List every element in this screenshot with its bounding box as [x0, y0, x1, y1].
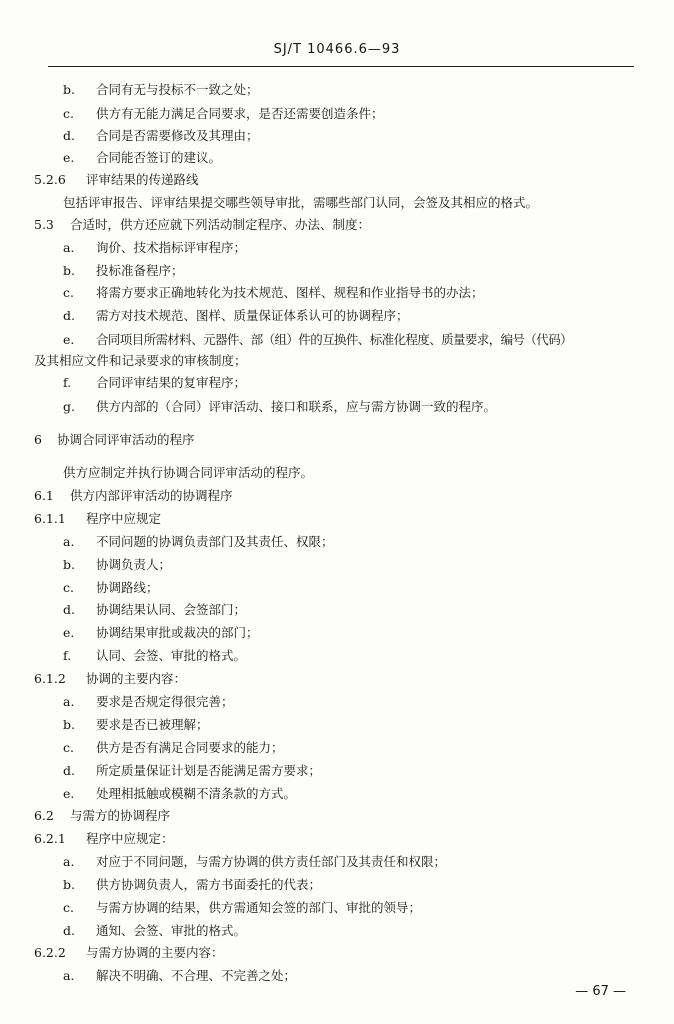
clause-number: 6.2.1 [34, 831, 66, 846]
clause-number: 6.1 [34, 488, 54, 503]
clause-title: 协调的主要内容： [86, 671, 187, 686]
item-marker: g. [63, 399, 75, 414]
item-text: 所定质量保证计划是否能满足需方要求； [96, 763, 322, 778]
item-marker: a. [63, 694, 75, 709]
item-text: 需方对技术规范、图样、质量保证体系认可的协调程序； [96, 308, 409, 323]
clause-number: 5.3 [34, 217, 54, 232]
item-marker: d. [63, 763, 75, 778]
item-marker: c. [63, 285, 74, 300]
item-marker: b. [63, 717, 75, 732]
item-marker: c. [63, 740, 74, 755]
item-marker: d. [63, 308, 75, 323]
clause-number: 6.2.2 [34, 945, 66, 960]
item-marker: b. [63, 263, 75, 278]
item-text: 协调路线； [96, 580, 159, 595]
item-marker: a. [63, 854, 75, 869]
item-text: 合同有无与投标不一致之处； [96, 82, 259, 97]
clause-title: 合适时，供方还应就下列活动制定程序、办法、制度： [70, 217, 371, 232]
item-marker: e. [63, 332, 75, 347]
section-title: 协调合同评审活动的程序 [57, 432, 195, 447]
item-text: 合同能否签订的建议。 [96, 150, 222, 165]
paragraph: 包括评审报告、评审结果提交哪些领导审批，需哪些部门认同，会签及其相应的格式。 [63, 195, 539, 210]
item-text: 要求是否规定得很完善； [96, 694, 234, 709]
item-text: 合同项目所需材料、元器件、部（组）件的互换件、标准化程度、质量要求，编号（代码） [96, 332, 573, 347]
clause-title: 评审结果的传递路线 [86, 172, 199, 187]
clause-title: 供方内部评审活动的协调程序 [70, 488, 233, 503]
item-text: 解决不明确、不合理、不完善之处； [96, 968, 297, 983]
item-marker: c. [63, 900, 74, 915]
item-marker: b. [63, 557, 75, 572]
item-text: 供方有无能力满足合同要求，是否还需要创造条件； [96, 106, 384, 121]
item-marker: a. [63, 534, 75, 549]
item-text: 与需方协调的结果，供方需通知会签的部门、审批的领导； [96, 900, 422, 915]
item-text: 协调负责人； [96, 557, 172, 572]
item-text: 对应于不同问题，与需方协调的供方责任部门及其责任和权限； [96, 854, 447, 869]
item-text: 供方协调负责人，需方书面委托的代表； [96, 877, 322, 892]
header-rule [48, 66, 634, 67]
item-marker: f. [63, 648, 72, 663]
item-text: 协调结果认同、会签部门； [96, 602, 247, 617]
clause-title: 与需方协调的主要内容： [86, 945, 224, 960]
item-text: 处理相抵触或模糊不清条款的方式。 [96, 786, 297, 801]
item-text: 将需方要求正确地转化为技术规范、图样、规程和作业指导书的办法； [96, 285, 484, 300]
item-marker: a. [63, 240, 75, 255]
clause-title: 程序中应规定 [86, 511, 162, 526]
item-text: 要求是否已被理解； [96, 717, 209, 732]
item-marker: d. [63, 128, 75, 143]
item-text: 协调结果审批或裁决的部门； [96, 625, 259, 640]
item-text: 合同评审结果的复审程序； [96, 375, 247, 390]
item-marker: b. [63, 82, 75, 97]
clause-title: 与需方的协调程序 [70, 808, 171, 823]
item-marker: e. [63, 786, 75, 801]
item-marker: e. [63, 625, 75, 640]
item-text: 供方内部的（合同）评审活动、接口和联系，应与需方协调一致的程序。 [96, 399, 497, 414]
item-text: 询价、技术指标评审程序； [96, 240, 247, 255]
clause-number: 6.1.2 [34, 671, 66, 686]
item-marker: d. [63, 923, 75, 938]
clause-number: 6.1.1 [34, 511, 66, 526]
item-marker: d. [63, 602, 75, 617]
paragraph-continuation: 及其相应文件和记录要求的审核制度； [34, 353, 247, 368]
item-marker: e. [63, 150, 75, 165]
item-marker: b. [63, 877, 75, 892]
clause-number: 5.2.6 [34, 172, 66, 187]
page-number: — 67 — [575, 984, 626, 999]
clause-title: 程序中应规定： [86, 831, 174, 846]
paragraph: 供方应制定并执行协调合同评审活动的程序。 [63, 465, 314, 480]
item-text: 投标准备程序； [96, 263, 184, 278]
item-text: 供方是否有满足合同要求的能力； [96, 740, 284, 755]
item-text: 合同是否需要修改及其理由； [96, 128, 259, 143]
item-marker: a. [63, 968, 75, 983]
standard-code-header: SJ/T 10466.6—93 [273, 42, 401, 57]
item-text: 通知、会签、审批的格式。 [96, 923, 247, 938]
section-number: 6 [34, 432, 42, 447]
item-marker: c. [63, 580, 74, 595]
item-text: 认同、会签、审批的格式。 [96, 648, 247, 663]
item-marker: f. [63, 375, 72, 390]
item-marker: c. [63, 106, 74, 121]
clause-number: 6.2 [34, 808, 54, 823]
item-text: 不同问题的协调负责部门及其责任、权限； [96, 534, 334, 549]
